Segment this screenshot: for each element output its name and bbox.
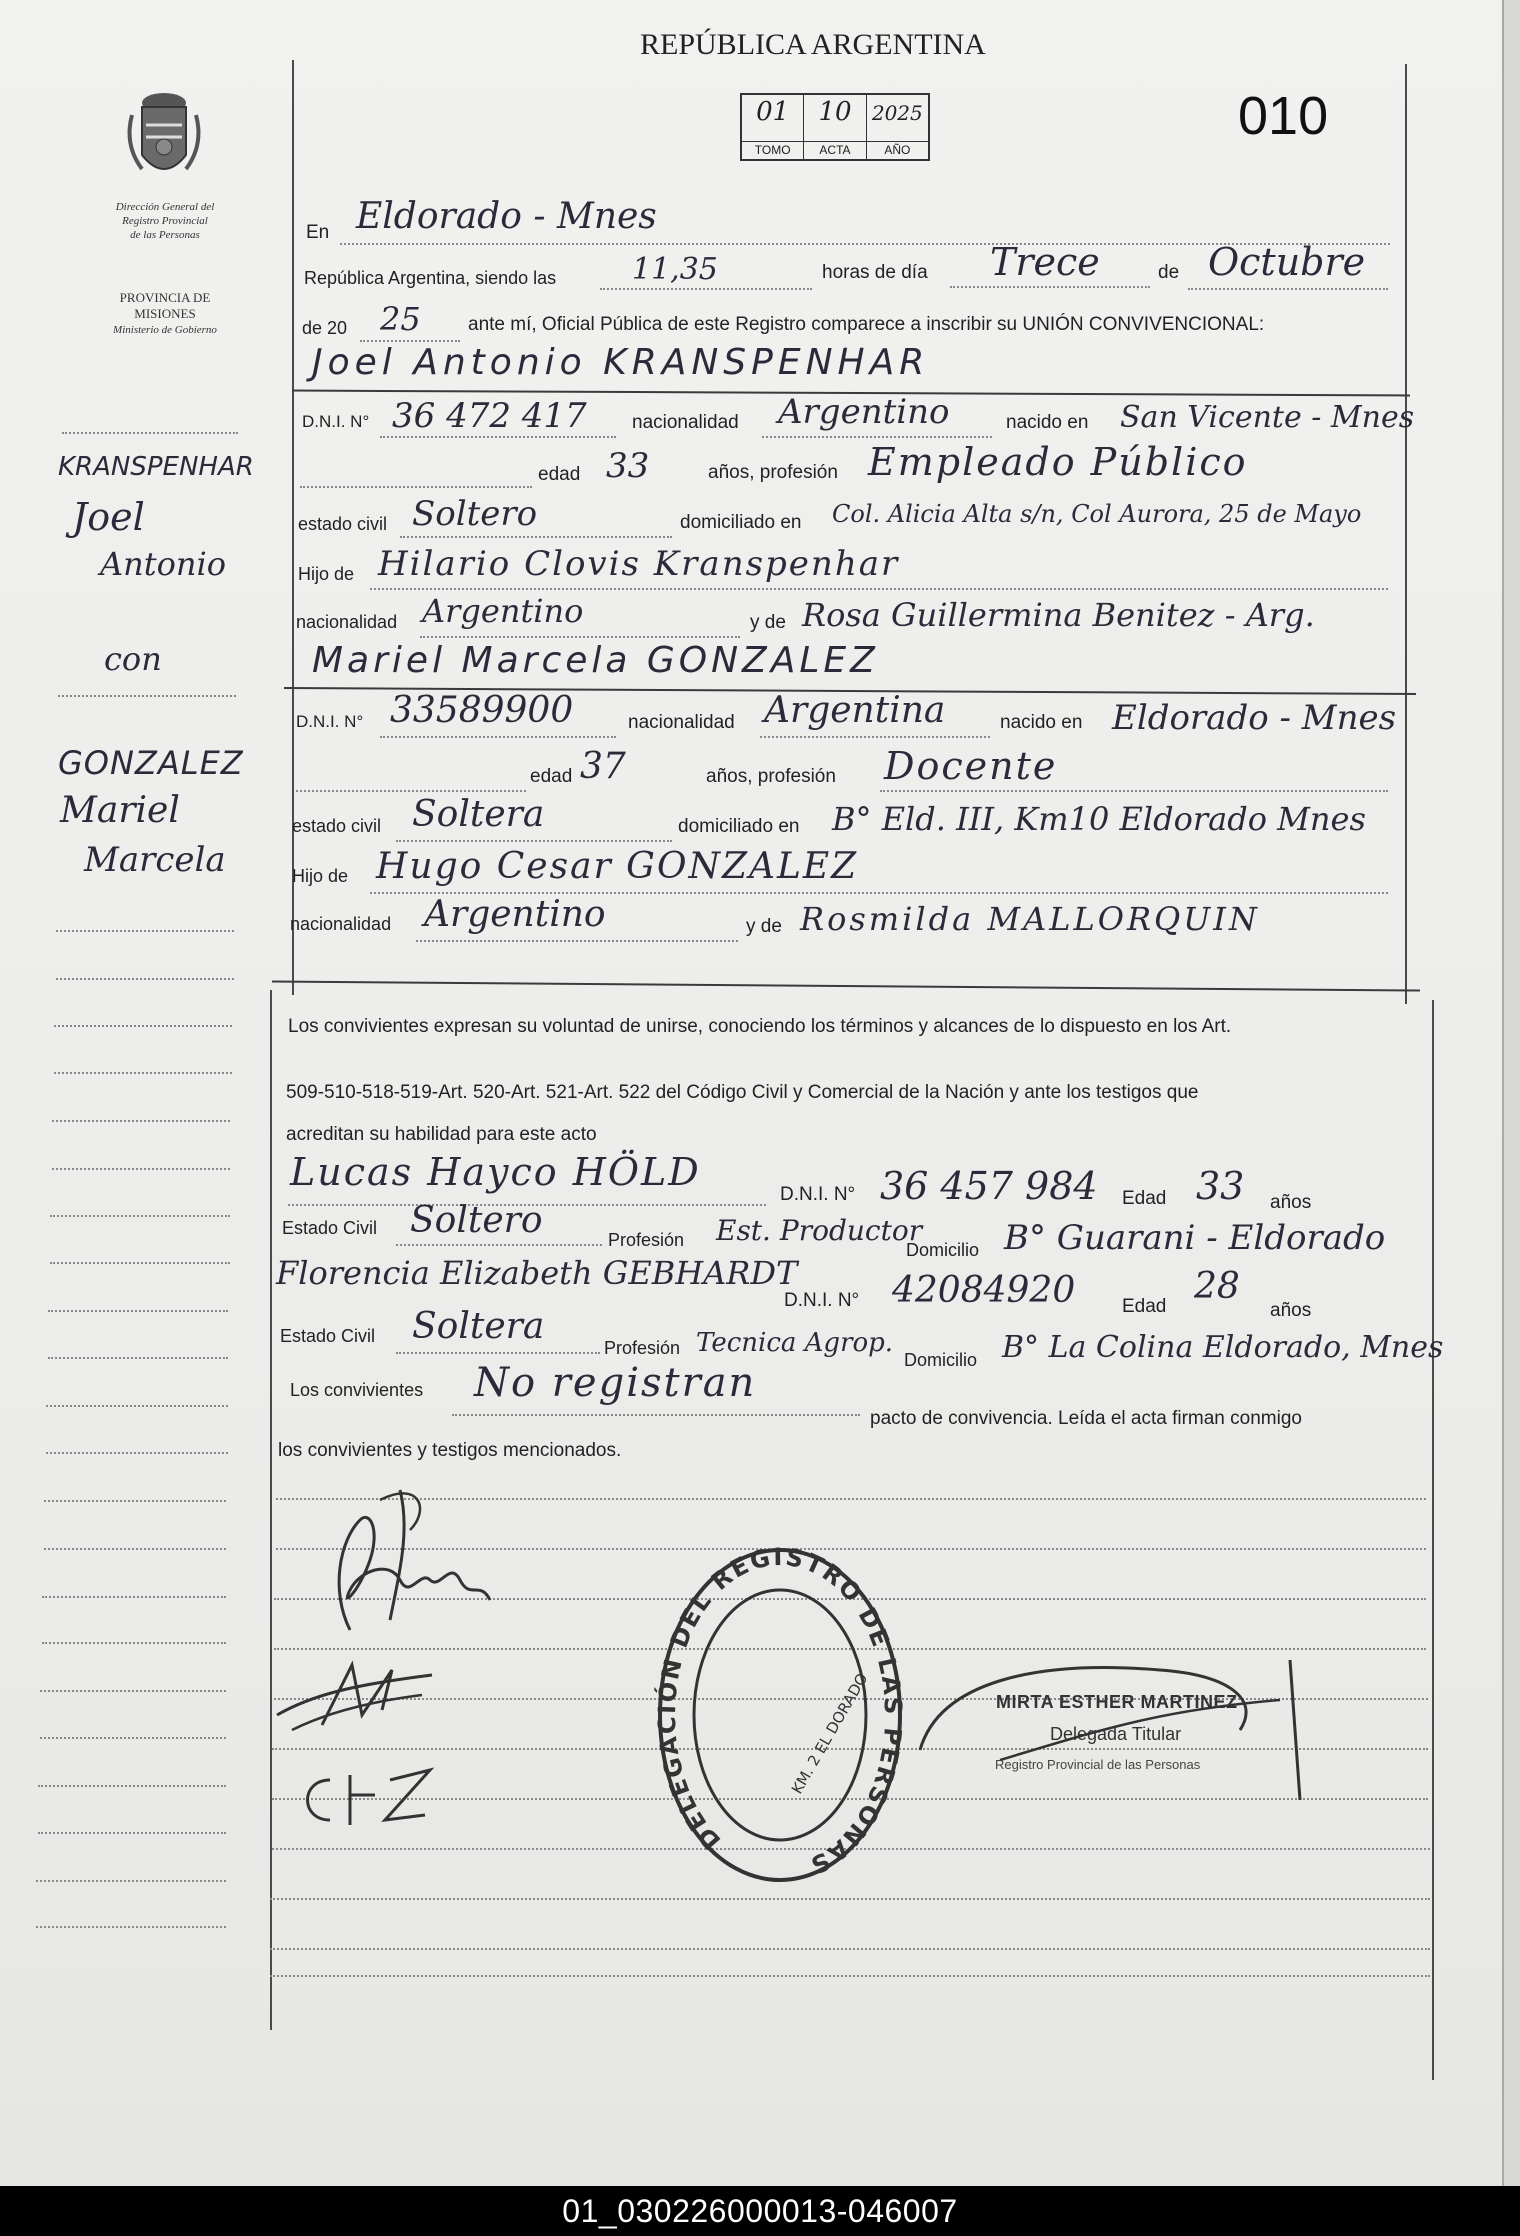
margin-rule	[54, 1025, 232, 1027]
margin-note-first-2: Mariel	[60, 790, 180, 831]
margin-rule	[36, 1926, 226, 1928]
horas-label: horas de día	[822, 262, 928, 283]
p1-dom-label: domiciliado en	[680, 512, 802, 533]
coat-of-arms-icon	[122, 85, 206, 189]
p2-nac-label: nacionalidad	[628, 712, 735, 733]
p2-civil-value: Soltera	[412, 794, 545, 835]
p1-hijo-label: Hijo de	[298, 564, 355, 584]
p2-nacido-label: nacido en	[1000, 712, 1083, 733]
p2-dni-label: D.N.I. N°	[296, 712, 364, 731]
margin-rule	[38, 1832, 226, 1834]
margin-rule	[50, 1262, 230, 1264]
p1-civil-value: Soltero	[412, 494, 538, 534]
p2-nac-value: Argentina	[764, 690, 946, 731]
p1-nacido-value: San Vicente - Mnes	[1120, 400, 1415, 435]
person2-name: Mariel Marcela GONZALEZ	[312, 640, 879, 681]
w2-edad-value: 28	[1194, 1266, 1240, 1307]
p1-dom-value: Col. Alicia Alta s/n, Col Aurora, 25 de Mayo	[832, 500, 1362, 528]
p2-prof-label: años, profesión	[706, 766, 836, 787]
tomo-value: 01	[756, 97, 790, 127]
officer-registry: Registro Provincial de las Personas	[995, 1757, 1201, 1772]
de-label: de	[1158, 262, 1180, 283]
place-value: Eldorado - Mnes	[356, 196, 657, 237]
country-title: REPÚBLICA ARGENTINA	[640, 28, 986, 61]
w1-anios-label: años	[1270, 1192, 1312, 1213]
official-seal-icon	[650, 1535, 910, 1895]
margin-rule	[56, 930, 234, 932]
p1-dni-label: D.N.I. N°	[302, 412, 370, 431]
w2-dni-label: D.N.I. N°	[784, 1290, 860, 1311]
w1-prof-label: Profesión	[608, 1230, 685, 1250]
p1-nac2-rule	[420, 636, 740, 638]
p1-nac-value: Argentino	[778, 392, 950, 432]
month-value: Octubre	[1208, 240, 1366, 284]
margin-rule	[46, 1452, 228, 1454]
officer-name: MIRTA ESTHER MARTINEZ	[996, 1692, 1238, 1712]
conv-value: No registran	[474, 1360, 757, 1406]
w2-civil-label: Estado Civil	[280, 1326, 376, 1346]
p1-padre-value: Hilario Clovis Kranspenhar	[378, 544, 900, 584]
w2-civil-value: Soltera	[412, 1306, 545, 1347]
frame-left-top	[292, 60, 294, 995]
margin-rule	[48, 1357, 228, 1359]
margin-note-surname-2: GONZALEZ	[58, 744, 244, 782]
w2-prof-label: Profesión	[604, 1338, 681, 1358]
margin-rule	[36, 1880, 226, 1882]
p1-padre-nac-value: Argentino	[422, 592, 584, 630]
p2-dom-value: B° Eld. III, Km10 Eldorado Mnes	[832, 800, 1366, 838]
conv-label: Los convivientes	[290, 1380, 424, 1400]
frame-right-top	[1405, 64, 1407, 1004]
hour-rule	[600, 288, 812, 290]
month-rule	[1188, 288, 1388, 290]
margin-rule	[44, 1548, 226, 1550]
p1-edad-value: 33	[606, 446, 650, 486]
w1-civil-value: Soltero	[410, 1200, 543, 1241]
w2-dom-value: B° La Colina Eldorado, Mnes	[1002, 1330, 1444, 1365]
anio-cell	[867, 95, 928, 159]
person1-name: Joel Antonio KRANSPENHAR	[312, 342, 930, 383]
declaration-line-3: acreditan su habilidad para este acto	[286, 1124, 597, 1145]
p1-padre-rule	[370, 588, 1388, 590]
institution-line-2: Registro Provincial	[122, 215, 208, 227]
p2-edad-value: 37	[580, 746, 626, 787]
margin-rule	[46, 1405, 228, 1407]
w2-prof-value: Tecnica Agrop.	[696, 1328, 894, 1358]
p1-madre-value: Rosa Guillermina Benitez - Arg.	[802, 596, 1315, 634]
margin-rule	[40, 1690, 226, 1692]
signature-1-icon	[300, 1470, 500, 1650]
margin-note-first: Joel	[72, 495, 145, 539]
p1-nacido-label: nacido en	[1006, 412, 1089, 433]
p1-edad-rule	[300, 486, 532, 488]
seal-ring-text: DELEGACIÓN DEL REGISTRO DE LAS PERSONAS	[652, 1542, 908, 1880]
p1-nac-label: nacionalidad	[632, 412, 739, 433]
margin-rule	[44, 1500, 226, 1502]
province-line-2: MISIONES	[134, 306, 196, 321]
p2-prof-value: Docente	[884, 744, 1058, 788]
intro-sentence: ante mí, Oficial Pública de este Registro comparece a inscribir su UNIÓN CONVIVENCIONAL:	[468, 314, 1265, 335]
margin-rule	[48, 1310, 228, 1312]
year-value: 25	[380, 300, 421, 338]
p2-edad-rule	[296, 790, 526, 792]
p1-civil-rule	[400, 536, 672, 538]
w2-edad-label: Edad	[1122, 1296, 1167, 1317]
w1-civil-rule	[396, 1244, 602, 1246]
p2-nac-rule	[760, 736, 990, 738]
tomo-cell	[742, 95, 804, 159]
pacto-text: pacto de convivencia. Leída el acta firman conmigo	[870, 1408, 1302, 1429]
sig-rule	[270, 1948, 1430, 1950]
margin-note-second: Antonio	[100, 545, 226, 583]
margin-rule	[50, 1215, 230, 1217]
anio-label: AÑO	[867, 141, 928, 159]
p2-civil-label: estado civil	[292, 816, 382, 836]
p1-yde-label: y de	[750, 612, 786, 633]
record-number: 010	[1238, 86, 1329, 146]
margin-note-surname: KRANSPENHAR	[58, 452, 254, 482]
margin-note-con: con	[104, 640, 162, 678]
w1-civil-label: Estado Civil	[282, 1218, 378, 1238]
margin-note-second-2: Marcela	[84, 840, 226, 880]
province-line-1: PROVINCIA DE	[119, 290, 211, 305]
w2-dni-value: 42084920	[892, 1270, 1076, 1311]
conv-rule	[452, 1414, 860, 1416]
p2-civil-rule	[396, 840, 672, 842]
day-value: Trece	[990, 240, 1100, 284]
svg-text:DELEGACIÓN DEL REGISTRO DE LAS	[651, 1543, 907, 1880]
w1-dom-label: Domicilio	[906, 1240, 980, 1260]
margin-rule	[42, 1596, 226, 1598]
margin-rule	[42, 1642, 226, 1644]
margin-rule	[54, 1072, 232, 1074]
p2-hijo-label: Hijo de	[292, 866, 349, 886]
p2-padre-nac-value: Argentino	[424, 894, 606, 935]
w1-dni-label: D.N.I. N°	[780, 1184, 856, 1205]
p1-prof-label: años, profesión	[708, 462, 838, 483]
w2-anios-label: años	[1270, 1300, 1312, 1321]
scan-code-bar: 01_030226000013-046007	[0, 2186, 1520, 2236]
w1-edad-label: Edad	[1122, 1188, 1167, 1209]
p1-nac-rule	[762, 436, 992, 438]
acta-label: ACTA	[804, 141, 865, 159]
margin-rule	[58, 695, 236, 697]
p1-edad-label: edad	[538, 464, 581, 485]
w1-edad-value: 33	[1196, 1164, 1245, 1208]
acta-cell	[804, 95, 866, 159]
margin-rule	[40, 1737, 226, 1739]
p2-nacido-value: Eldorado - Mnes	[1112, 698, 1397, 738]
p1-civil-label: estado civil	[298, 514, 388, 534]
section-divider	[272, 980, 1420, 991]
p1-dni-value: 36 472 417	[392, 396, 587, 436]
institution-line-3: de las Personas	[130, 229, 200, 241]
margin-rule	[52, 1168, 230, 1170]
closing-line-2: los convivientes y testigos mencionados.	[278, 1440, 622, 1461]
officer-role: Delegada Titular	[1050, 1724, 1182, 1744]
witness1-name: Lucas Hayco HÖLD	[290, 1150, 701, 1194]
registry-box	[740, 93, 930, 161]
p2-nac2-rule	[416, 940, 738, 942]
frame-right-bottom	[1432, 1000, 1434, 2080]
p1-nac2-label: nacionalidad	[296, 612, 398, 632]
w1-dni-value: 36 457 984	[880, 1164, 1098, 1208]
p2-dom-label: domiciliado en	[678, 816, 800, 837]
sig-rule	[270, 1898, 1430, 1900]
p2-dni-rule	[380, 736, 616, 738]
p2-edad-label: edad	[530, 766, 573, 787]
w2-dom-label: Domicilio	[904, 1350, 978, 1370]
p2-nac2-label: nacionalidad	[290, 914, 392, 934]
p2-dni-value: 33589900	[390, 690, 574, 731]
p2-madre-value: Rosmilda MALLORQUIN	[800, 900, 1260, 938]
signature-2-icon	[272, 1655, 442, 1735]
acta-value: 10	[818, 97, 852, 127]
p2-yde-label: y de	[746, 916, 782, 937]
signature-3-icon	[290, 1760, 450, 1840]
p2-padre-value: Hugo Cesar GONZALEZ	[376, 846, 859, 887]
tomo-label: TOMO	[742, 141, 803, 159]
witness2-name: Florencia Elizabeth GEBHARDT	[276, 1254, 798, 1292]
p1-prof-value: Empleado Público	[868, 440, 1248, 484]
frame-left-bottom	[270, 990, 272, 2030]
en-label: En	[306, 222, 330, 243]
hour-value: 11,35	[632, 252, 718, 287]
ministry-label: Ministerio de Gobierno	[113, 324, 217, 336]
w1-dom-value: B° Guarani - Eldorado	[1004, 1218, 1386, 1258]
institution-line-1: Dirección General del	[115, 201, 215, 213]
anio-value: 2025	[871, 101, 923, 125]
year-label: de 20	[302, 318, 348, 338]
margin-rule	[52, 1120, 230, 1122]
day-rule	[950, 286, 1150, 288]
p1-dni-rule	[380, 436, 616, 438]
margin-rule	[38, 1785, 226, 1787]
p2-prof-rule	[880, 790, 1388, 792]
sig-rule	[270, 1975, 1430, 1977]
margin-rule	[56, 978, 234, 980]
margin-rule	[62, 432, 238, 434]
republica-label: República Argentina, siendo las	[304, 268, 557, 288]
page-edge	[1502, 0, 1520, 2186]
seal-inner-text: KM. 2 EL DORADO	[787, 1670, 872, 1797]
w2-civil-rule	[396, 1352, 600, 1354]
w1-prof-value: Est. Productor	[716, 1214, 923, 1247]
declaration-line-1: Los convivientes expresan su voluntad de unirse, conociendo los términos y alcances de lo dispuesto en los Art.	[288, 1016, 1232, 1037]
declaration-line-2: 509-510-518-519-Art. 520-Art. 521-Art. 522 del Código Civil y Comercial de la Nación y ante los testigos que	[286, 1082, 1199, 1103]
